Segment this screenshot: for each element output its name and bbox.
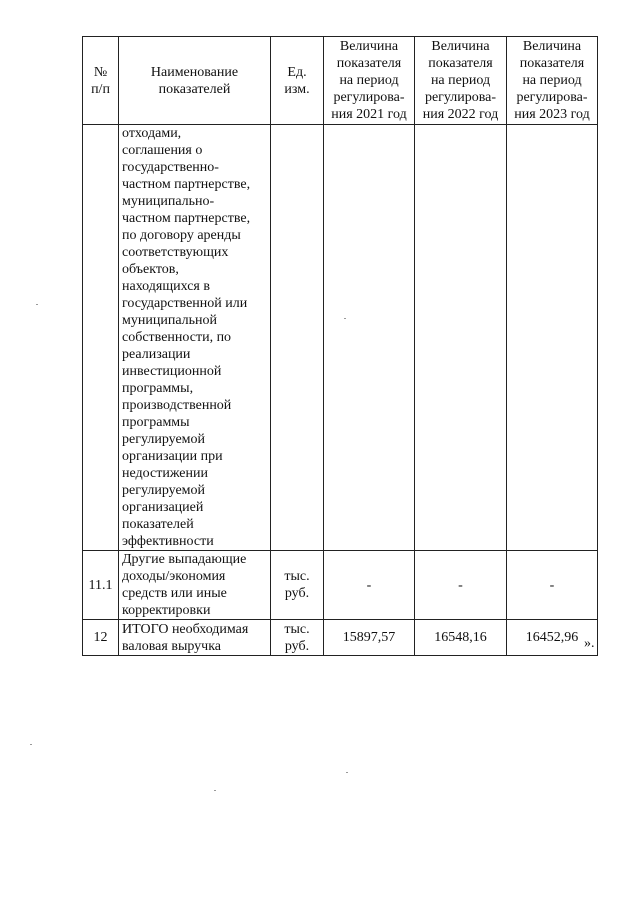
header-2021: Величина показателя на период регулирова- ния 2021 год bbox=[324, 37, 415, 125]
row-value-2022: 16548,16 bbox=[415, 620, 507, 656]
closing-quote-mark: ». bbox=[584, 636, 595, 651]
table-header-row bbox=[83, 37, 598, 125]
row-name: ИТОГО необходимая валовая выручка bbox=[119, 620, 271, 656]
row-name: Другие выпадающие доходы/экономия средств или иные корректировки bbox=[119, 551, 271, 620]
row-unit: тыс. руб. bbox=[271, 620, 324, 656]
scan-speck bbox=[30, 744, 32, 745]
row-value-2021 bbox=[324, 125, 415, 551]
table-row bbox=[83, 551, 598, 620]
row-value-2021: 15897,57 bbox=[324, 620, 415, 656]
header-num: № п/п bbox=[83, 37, 119, 125]
row-num: 11.1 bbox=[83, 551, 119, 620]
row-unit: тыс. руб. bbox=[271, 551, 324, 620]
scan-speck bbox=[214, 790, 216, 791]
row-value-2023: - bbox=[507, 551, 598, 620]
row-unit bbox=[271, 125, 324, 551]
scan-speck bbox=[36, 304, 38, 305]
scan-speck bbox=[344, 318, 346, 319]
table-row bbox=[83, 125, 598, 551]
indicators-table bbox=[82, 36, 598, 656]
table-row bbox=[83, 620, 598, 656]
scan-speck bbox=[346, 772, 348, 773]
row-value-2023: 16452,96 bbox=[507, 620, 598, 656]
row-value-2021: - bbox=[324, 551, 415, 620]
header-2023: Величина показателя на период регулирова- ния 2023 год bbox=[507, 37, 598, 125]
header-2022: Величина показателя на период регулирова- ния 2022 год bbox=[415, 37, 507, 125]
row-num bbox=[83, 125, 119, 551]
header-unit: Ед. изм. bbox=[271, 37, 324, 125]
row-value-2022 bbox=[415, 125, 507, 551]
row-value-2023 bbox=[507, 125, 598, 551]
row-name: отходами, соглашения о государственно- частном партнерстве, муниципально- частном партнерстве, по договору аренды соответствующих объектов, находящихся в государственной или муниципальной собственности, по реализации инвестиционной программы, производственной программы регулируемой организации при недостижении регулируемой организацией показателей эффективности bbox=[119, 125, 271, 551]
row-num: 12 bbox=[83, 620, 119, 656]
header-name: Наименование показателей bbox=[119, 37, 271, 125]
row-value-2022: - bbox=[415, 551, 507, 620]
